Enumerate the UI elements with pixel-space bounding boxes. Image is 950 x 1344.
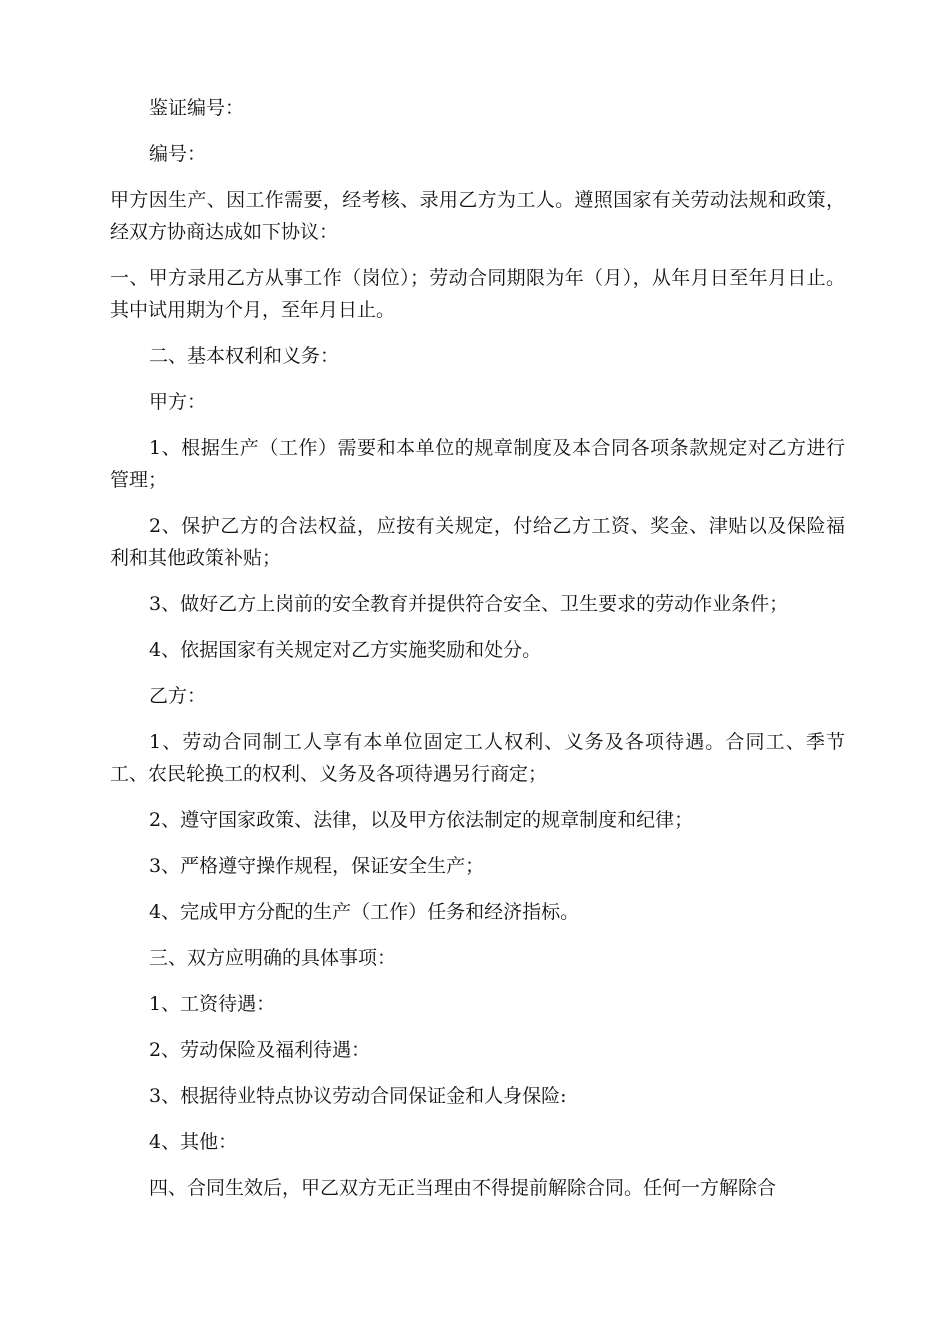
section-4-paragraph: 四、合同生效后，甲乙双方无正当理由不得提前解除合同。任何一方解除合 [149, 1177, 777, 1199]
section-3-item-4: 4、其他： [149, 1131, 238, 1153]
preamble-paragraph: 甲方因生产、因工作需要，经考核、录用乙方为工人。遵照国家有关劳动法规和政策，经双方协商达成如下协议： [110, 189, 845, 243]
party-a-item-3: 3、做好乙方上岗前的安全教育并提供符合安全、卫生要求的劳动作业条件； [149, 593, 789, 615]
party-a-item-4: 4、依据国家有关规定对乙方实施奖励和处分。 [149, 639, 542, 661]
verification-number-line: 鉴证编号： [149, 97, 245, 119]
section-3-item-1: 1、工资待遇： [149, 993, 276, 1015]
document-page [110, 92, 845, 1218]
party-a-item-2: 2、保护乙方的合法权益，应按有关规定，付给乙方工资、奖金、津贴以及保险福利和其他政策补贴； [110, 515, 845, 569]
party-b-item-1: 1、劳动合同制工人享有本单位固定工人权利、义务及各项待遇。合同工、季节工、农民轮换工的权利、义务及各项待遇另行商定； [110, 731, 845, 785]
party-b-item-2: 2、遵守国家政策、法律，以及甲方依法制定的规章制度和纪律； [149, 809, 694, 831]
section-1-term-paragraph: 一、甲方录用乙方从事工作（岗位）；劳动合同期限为年（月），从年月日至年月日止。其中试用期为个月，至年月日止。 [110, 267, 845, 321]
section-3-item-3: 3、根据待业特点协议劳动合同保证金和人身保险: [149, 1085, 567, 1107]
section-3-item-2: 2、劳动保险及福利待遇： [149, 1039, 371, 1061]
party-b-item-4: 4、完成甲方分配的生产（工作）任务和经济指标。 [149, 901, 580, 923]
party-a-heading: 甲方： [149, 391, 207, 413]
section-2-heading: 二、基本权利和义务： [149, 345, 340, 367]
section-3-heading: 三、双方应明确的具体事项： [149, 947, 397, 969]
party-a-item-1: 1、根据生产（工作）需要和本单位的规章制度及本合同各项条款规定对乙方进行管理； [110, 437, 845, 491]
contract-number-line: 编号： [149, 143, 207, 165]
party-b-item-3: 3、严格遵守操作规程，保证安全生产； [149, 855, 485, 877]
party-b-heading: 乙方： [149, 685, 207, 707]
